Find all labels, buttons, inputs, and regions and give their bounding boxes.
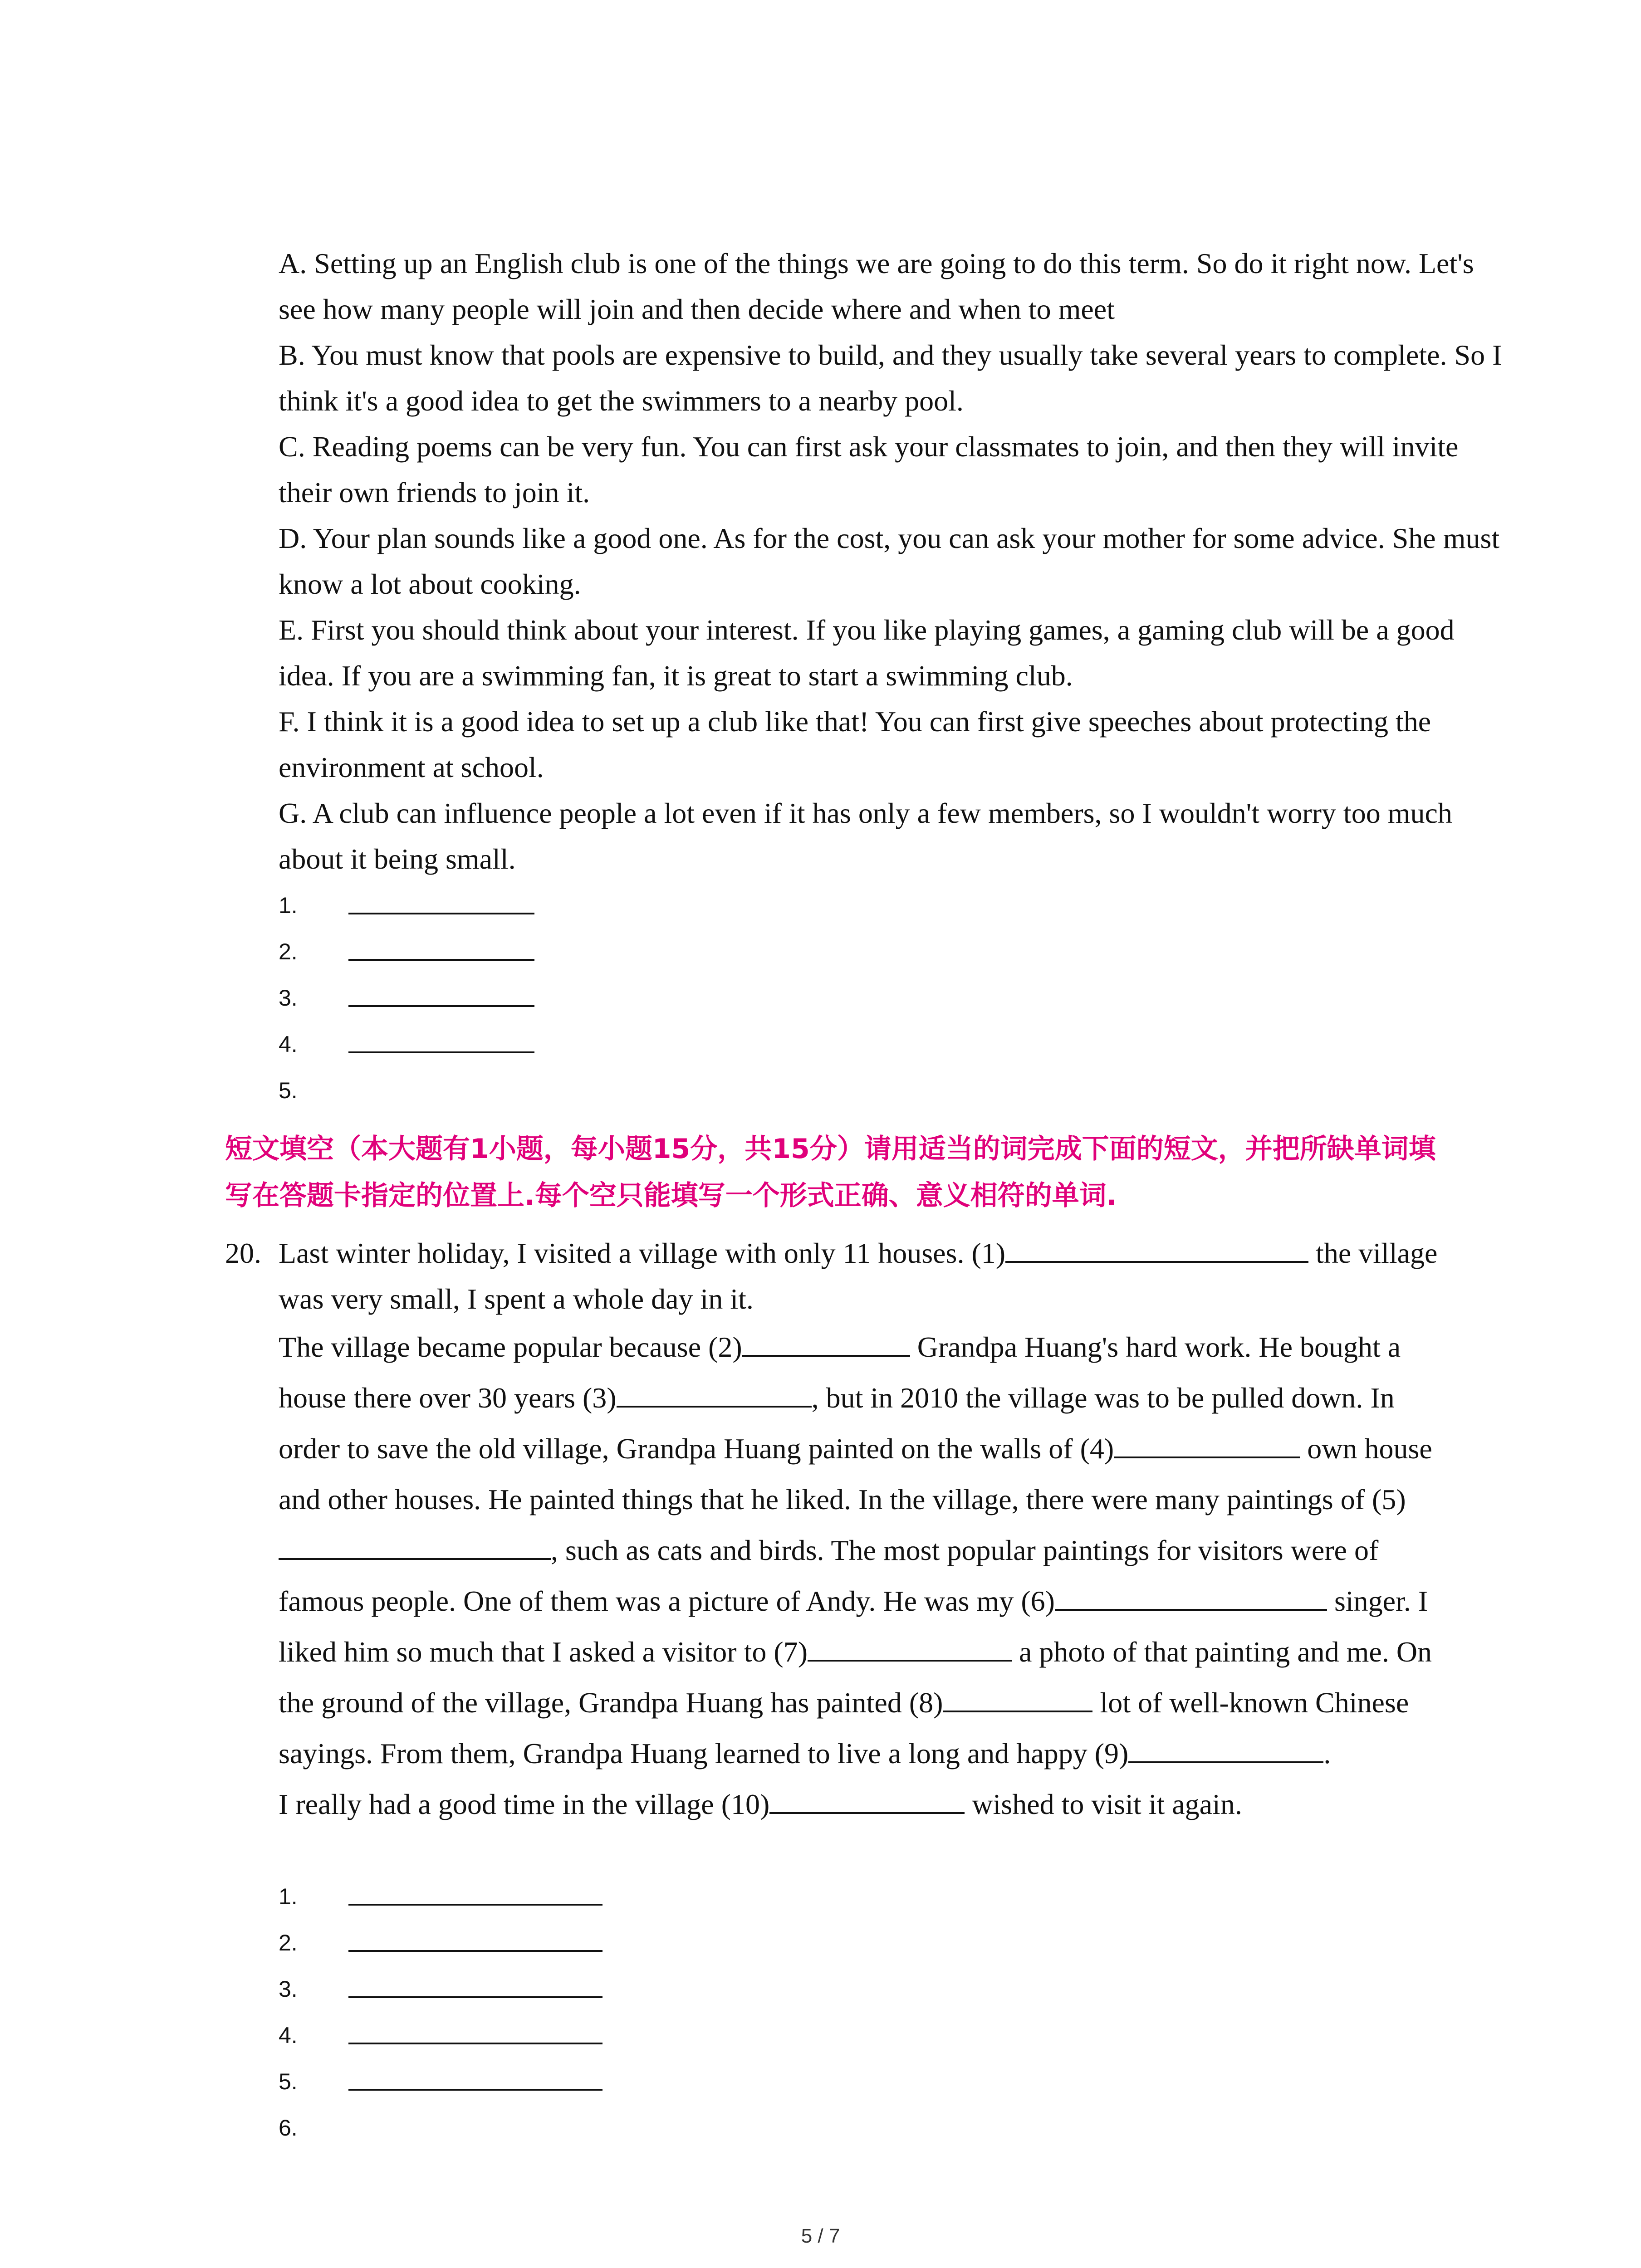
- option-g: G. A club can influence people a lot even if it has only a few members, so I wouldn't worry too much about it being small.: [279, 797, 1452, 875]
- answer-number: 1.: [279, 893, 298, 918]
- option-e: E. First you should think about your interest. If you like playing games, a gaming club will be a good idea. If you are a swimming fan, it is great to start a swimming club.: [279, 614, 1455, 692]
- blank-4[interactable]: [1114, 1431, 1300, 1458]
- closing-paragraph: [279, 1779, 1459, 1830]
- blank-9[interactable]: [1128, 1736, 1323, 1763]
- answer-number: 3.: [279, 1976, 298, 2002]
- question-body: [279, 1230, 1459, 1830]
- blank-2[interactable]: [742, 1330, 910, 1357]
- option-d: D. Your plan sounds like a good one. As for the cost, you can ask your mother for some advice. She must know a lot about cooking.: [279, 522, 1500, 600]
- intro-text-b: the village was very small, I spent a whole day in it.: [279, 1237, 1438, 1315]
- answer-number: 6.: [279, 2115, 298, 2141]
- option-f: F. I think it is a good idea to set up a club like that! You can first give speeches about protecting the environment at school.: [279, 705, 1431, 783]
- question-number: 20.: [225, 1237, 261, 1269]
- answer-number: 1.: [279, 1884, 298, 1909]
- closing-text-b: wished to visit it again.: [965, 1788, 1242, 1820]
- answer-blank-line[interactable]: [348, 1005, 534, 1007]
- closing-text-a: I really had a good time in the village (10): [279, 1788, 770, 1820]
- blank-10[interactable]: [769, 1787, 965, 1814]
- section-title: 短文填空（本大题有1小题，每小题15分，共15分）请用适当的词完成下面的短文，并把所缺单词填写在答题卡指定的位置上.每个空只能填写一个形式正确、意义相符的单词.: [225, 1133, 1436, 1212]
- para-text: singer. I liked him so much that I asked a visitor to (7): [279, 1585, 1428, 1668]
- blank-8[interactable]: [943, 1685, 1092, 1712]
- answer-number: 4.: [279, 1031, 298, 1057]
- para-text: , but in 2010 the village was to be pulled down. In order to save the old village, Grandpa Huang painted on the walls of (4): [279, 1382, 1395, 1465]
- answer-blank-line[interactable]: [348, 1996, 603, 1998]
- intro-paragraph: [279, 1230, 1459, 1322]
- blank-6[interactable]: [1055, 1584, 1327, 1611]
- blank-5[interactable]: [279, 1533, 551, 1560]
- page-number: 5 / 7: [801, 2225, 840, 2247]
- blank-1[interactable]: [1005, 1236, 1308, 1263]
- main-paragraph: [279, 1322, 1459, 1779]
- intro-text-a: Last winter holiday, I visited a village with only 11 houses. (1): [279, 1237, 1006, 1269]
- para-text: The village became popular because (2): [279, 1331, 742, 1363]
- question-20: [225, 1230, 1459, 1830]
- answer-number: 4.: [279, 2023, 298, 2048]
- answer-number: 2.: [279, 939, 298, 964]
- para-text: Grandpa Huang's hard work. He bought a house there over 30 years (3): [279, 1331, 1401, 1414]
- answer-number: 5.: [279, 2069, 298, 2094]
- para-text: a photo of that painting and me. On the ground of the village, Grandpa Huang has painted (8): [279, 1636, 1432, 1719]
- para-text: lot of well-known Chinese sayings. From them, Grandpa Huang learned to live a long and happy (9): [279, 1686, 1409, 1769]
- answer-options: [279, 240, 1504, 882]
- para-text: , such as cats and birds. The most popular paintings for visitors were of famous people. One of them was a picture of Andy. He was my (6): [279, 1534, 1379, 1617]
- answer-blank-line[interactable]: [348, 959, 534, 961]
- answer-blank-line[interactable]: [348, 2089, 603, 2091]
- blank-3[interactable]: [617, 1380, 812, 1408]
- answer-blank-line[interactable]: [348, 1904, 603, 1906]
- answer-number: 2.: [279, 1930, 298, 1955]
- answer-number: 5.: [279, 1078, 298, 1103]
- answer-blank-line[interactable]: [348, 1051, 534, 1053]
- option-c: C. Reading poems can be very fun. You can first ask your classmates to join, and then they will invite their own friends to join it.: [279, 430, 1459, 508]
- answer-blank-line[interactable]: [348, 2043, 603, 2044]
- answer-number: 3.: [279, 985, 298, 1011]
- para-text: own house and other houses. He painted things that he liked. In the village, there were many paintings of (5): [279, 1432, 1432, 1515]
- option-a: A. Setting up an English club is one of the things we are going to do this term. So do it right now. Let's see how many people will join and then decide where and when to meet: [279, 247, 1474, 325]
- blank-7[interactable]: [808, 1634, 1012, 1662]
- answer-blank-line[interactable]: [348, 1950, 603, 1952]
- answer-blank-line[interactable]: [348, 913, 534, 914]
- para-text: .: [1323, 1737, 1331, 1769]
- option-b: B. You must know that pools are expensive to build, and they usually take several years to complete. So I think it's a good idea to get the swimmers to a nearby pool.: [279, 339, 1502, 417]
